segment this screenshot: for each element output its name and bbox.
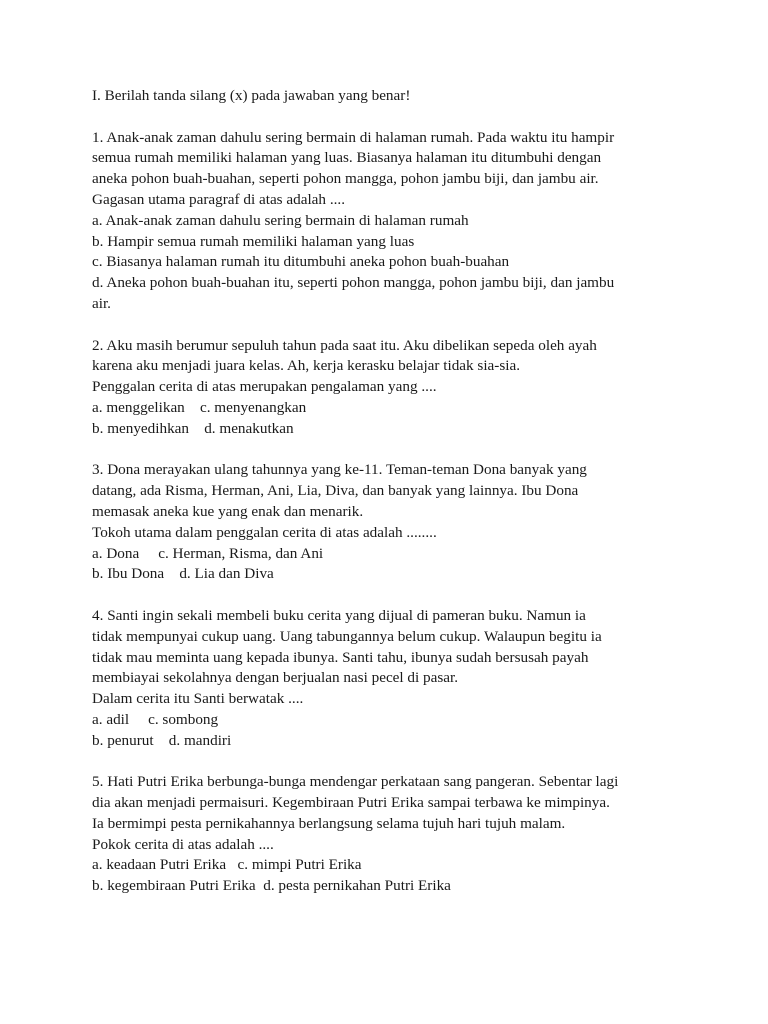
answer-option: b. penurut d. mandiri [92,731,232,749]
answer-option: a. adil c. sombong [92,710,219,728]
question-prompt: Pokok cerita di atas adalah .... [92,835,274,853]
answer-option: b. menyedihkan d. menakutkan [92,419,294,437]
question-line: 2. Aku masih berumur sepuluh tahun pada saat itu. Aku dibelikan sepeda oleh ayah [92,336,597,354]
question-prompt: Penggalan cerita di atas merupakan pengalaman yang .... [92,378,437,396]
answer-option: b. kegembiraan Putri Erika d. pesta pernikahan Putri Erika [92,877,451,895]
answer-option: b. Ibu Dona d. Lia dan Diva [92,565,274,583]
question-line: datang, ada Risma, Herman, Ani, Lia, Diva, dan banyak yang lainnya. Ibu Dona [92,482,579,500]
question-line: memasak aneka kue yang enak dan menarik. [92,502,364,520]
answer-option: b. Hampir semua rumah memiliki halaman yang luas [92,232,415,250]
spacer [92,585,708,606]
question-prompt: Gagasan utama paragraf di atas adalah .... [92,190,346,208]
question-line: dia akan menjadi permaisuri. Kegembiraan Putri Erika sampai terbawa ke mimpinya. [92,794,610,812]
question-line: tidak mempunyai cukup uang. Uang tabungannya belum cukup. Walaupun begitu ia [92,627,602,645]
question-prompt: Dalam cerita itu Santi berwatak .... [92,690,304,708]
question-line: membiayai sekolahnya dengan berjualan nasi pecel di pasar. [92,669,459,687]
question-5 [92,772,708,897]
question-1 [92,128,708,315]
spacer [92,752,708,773]
question-line: aneka pohon buah-buahan, seperti pohon mangga, pohon jambu biji, dan jambu air. [92,170,599,188]
question-4 [92,606,708,752]
question-3 [92,460,708,585]
question-line: karena aku menjadi juara kelas. Ah, kerja kerasku belajar tidak sia-sia. [92,357,521,375]
spacer [92,315,708,336]
question-2 [92,336,708,440]
instruction-heading: I. Berilah tanda silang (x) pada jawaban yang benar! [92,87,411,104]
question-line: Ia bermimpi pesta pernikahannya berlangsung selama tujuh hari tujuh malam. [92,814,566,832]
spacer [92,107,708,128]
question-prompt: Tokoh utama dalam penggalan cerita di atas adalah ........ [92,523,437,541]
spacer [92,440,708,461]
question-line: semua rumah memiliki halaman yang luas. Biasanya halaman itu ditumbuhi dengan [92,149,602,167]
question-line: 3. Dona merayakan ulang tahunnya yang ke-11. Teman-teman Dona banyak yang [92,461,587,479]
question-line: tidak mau meminta uang kepada ibunya. Santi tahu, ibunya sudah bersusah payah [92,648,589,666]
answer-option: a. menggelikan c. menyenangkan [92,398,307,416]
answer-option: d. Aneka pohon buah-buahan itu, seperti pohon mangga, pohon jambu biji, dan jambu [92,274,615,292]
question-line: 4. Santi ingin sekali membeli buku cerita yang dijual di pameran buku. Namun ia [92,606,586,624]
answer-option: c. Biasanya halaman rumah itu ditumbuhi aneka pohon buah-buahan [92,253,510,271]
answer-option: a. Anak-anak zaman dahulu sering bermain di halaman rumah [92,211,469,229]
answer-option: a. keadaan Putri Erika c. mimpi Putri Erika [92,856,362,874]
answer-option: a. Dona c. Herman, Risma, dan Ani [92,544,324,562]
question-line: 1. Anak-anak zaman dahulu sering bermain di halaman rumah. Pada waktu itu hampir [92,128,615,146]
answer-option: air. [92,294,111,312]
question-line: 5. Hati Putri Erika berbunga-bunga mendengar perkataan sang pangeran. Sebentar lagi [92,773,619,791]
